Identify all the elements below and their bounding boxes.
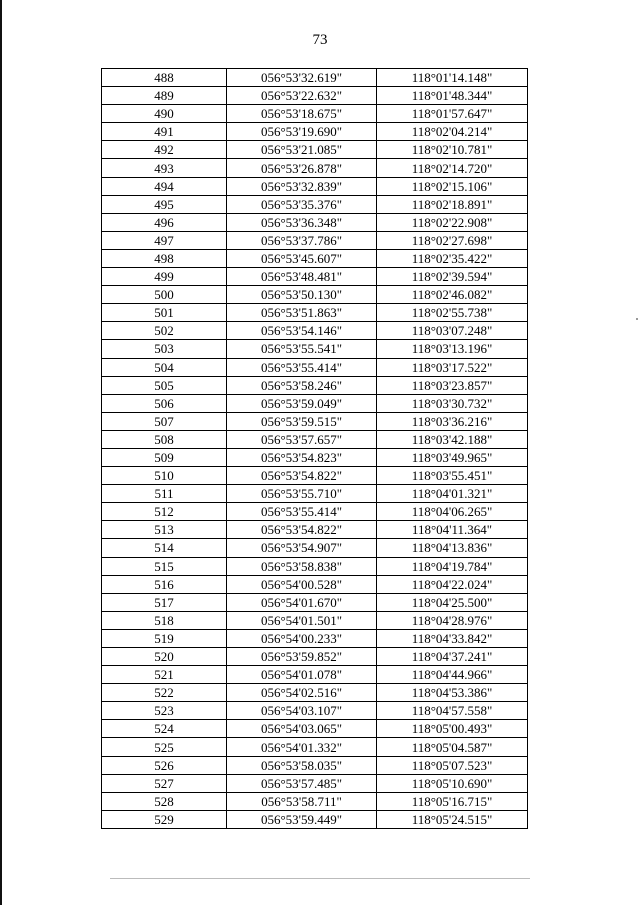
latitude-cell: 056°53'58.838" <box>227 557 377 575</box>
point-number-cell: 507 <box>102 412 227 430</box>
longitude-cell: 118°03'42.188" <box>377 430 528 448</box>
point-number-cell: 504 <box>102 358 227 376</box>
table-row <box>102 213 528 231</box>
longitude-cell: 118°05'16.715" <box>377 792 528 810</box>
table-row <box>102 648 528 666</box>
point-number-cell: 506 <box>102 394 227 412</box>
latitude-cell: 056°53'59.852" <box>227 648 377 666</box>
point-number-cell: 495 <box>102 195 227 213</box>
point-number-cell: 513 <box>102 521 227 539</box>
table-row <box>102 322 528 340</box>
table-row <box>102 430 528 448</box>
point-number-cell: 522 <box>102 684 227 702</box>
longitude-cell: 118°05'24.515" <box>377 810 528 828</box>
longitude-cell: 118°04'28.976" <box>377 611 528 629</box>
longitude-cell: 118°02'55.738" <box>377 304 528 322</box>
longitude-cell: 118°04'37.241" <box>377 648 528 666</box>
latitude-cell: 056°53'35.376" <box>227 195 377 213</box>
longitude-cell: 118°04'25.500" <box>377 593 528 611</box>
latitude-cell: 056°53'36.348" <box>227 213 377 231</box>
latitude-cell: 056°53'55.414" <box>227 503 377 521</box>
longitude-cell: 118°02'15.106" <box>377 177 528 195</box>
table-row <box>102 249 528 267</box>
latitude-cell: 056°53'22.632" <box>227 87 377 105</box>
table-row <box>102 358 528 376</box>
table-row <box>102 792 528 810</box>
longitude-cell: 118°04'01.321" <box>377 485 528 503</box>
table-row <box>102 774 528 792</box>
latitude-cell: 056°53'58.711" <box>227 792 377 810</box>
latitude-cell: 056°53'54.907" <box>227 539 377 557</box>
point-number-cell: 508 <box>102 430 227 448</box>
latitude-cell: 056°54'02.516" <box>227 684 377 702</box>
point-number-cell: 510 <box>102 467 227 485</box>
longitude-cell: 118°04'13.836" <box>377 539 528 557</box>
longitude-cell: 118°03'30.732" <box>377 394 528 412</box>
latitude-cell: 056°54'01.501" <box>227 611 377 629</box>
point-number-cell: 525 <box>102 738 227 756</box>
latitude-cell: 056°53'59.449" <box>227 810 377 828</box>
table-row <box>102 738 528 756</box>
table-row <box>102 394 528 412</box>
latitude-cell: 056°53'57.485" <box>227 774 377 792</box>
longitude-cell: 118°02'46.082" <box>377 286 528 304</box>
longitude-cell: 118°04'22.024" <box>377 575 528 593</box>
longitude-cell: 118°04'44.966" <box>377 666 528 684</box>
latitude-cell: 056°53'45.607" <box>227 249 377 267</box>
longitude-cell: 118°01'14.148" <box>377 69 528 87</box>
table-row <box>102 159 528 177</box>
longitude-cell: 118°05'07.523" <box>377 756 528 774</box>
latitude-cell: 056°53'26.878" <box>227 159 377 177</box>
longitude-cell: 118°04'06.265" <box>377 503 528 521</box>
longitude-cell: 118°02'27.698" <box>377 231 528 249</box>
table-row <box>102 376 528 394</box>
latitude-cell: 056°54'01.078" <box>227 666 377 684</box>
point-number-cell: 523 <box>102 702 227 720</box>
longitude-cell: 118°05'10.690" <box>377 774 528 792</box>
longitude-cell: 118°05'04.587" <box>377 738 528 756</box>
point-number-cell: 499 <box>102 268 227 286</box>
latitude-cell: 056°53'55.414" <box>227 358 377 376</box>
longitude-cell: 118°03'17.522" <box>377 358 528 376</box>
latitude-cell: 056°53'32.619" <box>227 69 377 87</box>
table-row <box>102 629 528 647</box>
latitude-cell: 056°53'58.246" <box>227 376 377 394</box>
table-row <box>102 503 528 521</box>
latitude-cell: 056°53'59.049" <box>227 394 377 412</box>
scan-edge-left <box>0 0 2 905</box>
longitude-cell: 118°03'07.248" <box>377 322 528 340</box>
longitude-cell: 118°04'33.842" <box>377 629 528 647</box>
longitude-cell: 118°02'10.781" <box>377 141 528 159</box>
longitude-cell: 118°04'53.386" <box>377 684 528 702</box>
longitude-cell: 118°03'36.216" <box>377 412 528 430</box>
latitude-cell: 056°53'51.863" <box>227 304 377 322</box>
point-number-cell: 503 <box>102 340 227 358</box>
table-row <box>102 304 528 322</box>
table-row <box>102 720 528 738</box>
table-row <box>102 593 528 611</box>
longitude-cell: 118°01'48.344" <box>377 87 528 105</box>
table-row <box>102 521 528 539</box>
table-row <box>102 268 528 286</box>
latitude-cell: 056°53'54.146" <box>227 322 377 340</box>
table-row <box>102 412 528 430</box>
point-number-cell: 520 <box>102 648 227 666</box>
latitude-cell: 056°53'50.130" <box>227 286 377 304</box>
latitude-cell: 056°53'55.541" <box>227 340 377 358</box>
point-number-cell: 526 <box>102 756 227 774</box>
point-number-cell: 515 <box>102 557 227 575</box>
latitude-cell: 056°54'03.065" <box>227 720 377 738</box>
table-row <box>102 177 528 195</box>
longitude-cell: 118°05'00.493" <box>377 720 528 738</box>
point-number-cell: 493 <box>102 159 227 177</box>
coordinates-table-body <box>102 69 528 829</box>
table-row <box>102 195 528 213</box>
coordinates-table <box>101 68 528 829</box>
latitude-cell: 056°53'57.657" <box>227 430 377 448</box>
table-row <box>102 448 528 466</box>
scan-edge-bottom <box>110 878 530 879</box>
table-row <box>102 557 528 575</box>
point-number-cell: 490 <box>102 105 227 123</box>
table-row <box>102 231 528 249</box>
point-number-cell: 514 <box>102 539 227 557</box>
page-number: 73 <box>312 32 328 48</box>
point-number-cell: 524 <box>102 720 227 738</box>
point-number-cell: 501 <box>102 304 227 322</box>
point-number-cell: 502 <box>102 322 227 340</box>
longitude-cell: 118°03'49.965" <box>377 448 528 466</box>
point-number-cell: 500 <box>102 286 227 304</box>
latitude-cell: 056°54'00.233" <box>227 629 377 647</box>
longitude-cell: 118°04'19.784" <box>377 557 528 575</box>
point-number-cell: 491 <box>102 123 227 141</box>
point-number-cell: 527 <box>102 774 227 792</box>
table-row <box>102 485 528 503</box>
point-number-cell: 521 <box>102 666 227 684</box>
longitude-cell: 118°03'23.857" <box>377 376 528 394</box>
longitude-cell: 118°02'35.422" <box>377 249 528 267</box>
point-number-cell: 494 <box>102 177 227 195</box>
longitude-cell: 118°02'04.214" <box>377 123 528 141</box>
latitude-cell: 056°54'01.670" <box>227 593 377 611</box>
table-row <box>102 666 528 684</box>
latitude-cell: 056°53'37.786" <box>227 231 377 249</box>
latitude-cell: 056°53'18.675" <box>227 105 377 123</box>
point-number-cell: 488 <box>102 69 227 87</box>
table-row <box>102 69 528 87</box>
latitude-cell: 056°53'21.085" <box>227 141 377 159</box>
latitude-cell: 056°53'54.823" <box>227 448 377 466</box>
table-row <box>102 810 528 828</box>
point-number-cell: 516 <box>102 575 227 593</box>
table-row <box>102 684 528 702</box>
table-row <box>102 611 528 629</box>
longitude-cell: 118°04'11.364" <box>377 521 528 539</box>
point-number-cell: 519 <box>102 629 227 647</box>
point-number-cell: 492 <box>102 141 227 159</box>
point-number-cell: 498 <box>102 249 227 267</box>
longitude-cell: 118°02'22.908" <box>377 213 528 231</box>
longitude-cell: 118°03'55.451" <box>377 467 528 485</box>
point-number-cell: 496 <box>102 213 227 231</box>
table-row <box>102 702 528 720</box>
point-number-cell: 512 <box>102 503 227 521</box>
latitude-cell: 056°53'55.710" <box>227 485 377 503</box>
point-number-cell: 517 <box>102 593 227 611</box>
latitude-cell: 056°53'59.515" <box>227 412 377 430</box>
latitude-cell: 056°53'48.481" <box>227 268 377 286</box>
latitude-cell: 056°54'00.528" <box>227 575 377 593</box>
point-number-cell: 505 <box>102 376 227 394</box>
table-row <box>102 123 528 141</box>
latitude-cell: 056°53'54.822" <box>227 467 377 485</box>
point-number-cell: 528 <box>102 792 227 810</box>
point-number-cell: 518 <box>102 611 227 629</box>
table-row <box>102 575 528 593</box>
point-number-cell: 529 <box>102 810 227 828</box>
longitude-cell: 118°02'39.594" <box>377 268 528 286</box>
point-number-cell: 497 <box>102 231 227 249</box>
longitude-cell: 118°01'57.647" <box>377 105 528 123</box>
table-row <box>102 87 528 105</box>
latitude-cell: 056°53'58.035" <box>227 756 377 774</box>
latitude-cell: 056°54'03.107" <box>227 702 377 720</box>
latitude-cell: 056°53'32.839" <box>227 177 377 195</box>
table-row <box>102 539 528 557</box>
table-row <box>102 286 528 304</box>
latitude-cell: 056°54'01.332" <box>227 738 377 756</box>
longitude-cell: 118°04'57.558" <box>377 702 528 720</box>
longitude-cell: 118°02'18.891" <box>377 195 528 213</box>
table-row <box>102 141 528 159</box>
point-number-cell: 511 <box>102 485 227 503</box>
point-number-cell: 489 <box>102 87 227 105</box>
latitude-cell: 056°53'19.690" <box>227 123 377 141</box>
latitude-cell: 056°53'54.822" <box>227 521 377 539</box>
point-number-cell: 509 <box>102 448 227 466</box>
longitude-cell: 118°02'14.720" <box>377 159 528 177</box>
scan-speck <box>636 318 638 320</box>
table-row <box>102 756 528 774</box>
table-row <box>102 340 528 358</box>
longitude-cell: 118°03'13.196" <box>377 340 528 358</box>
table-row <box>102 105 528 123</box>
table-row <box>102 467 528 485</box>
